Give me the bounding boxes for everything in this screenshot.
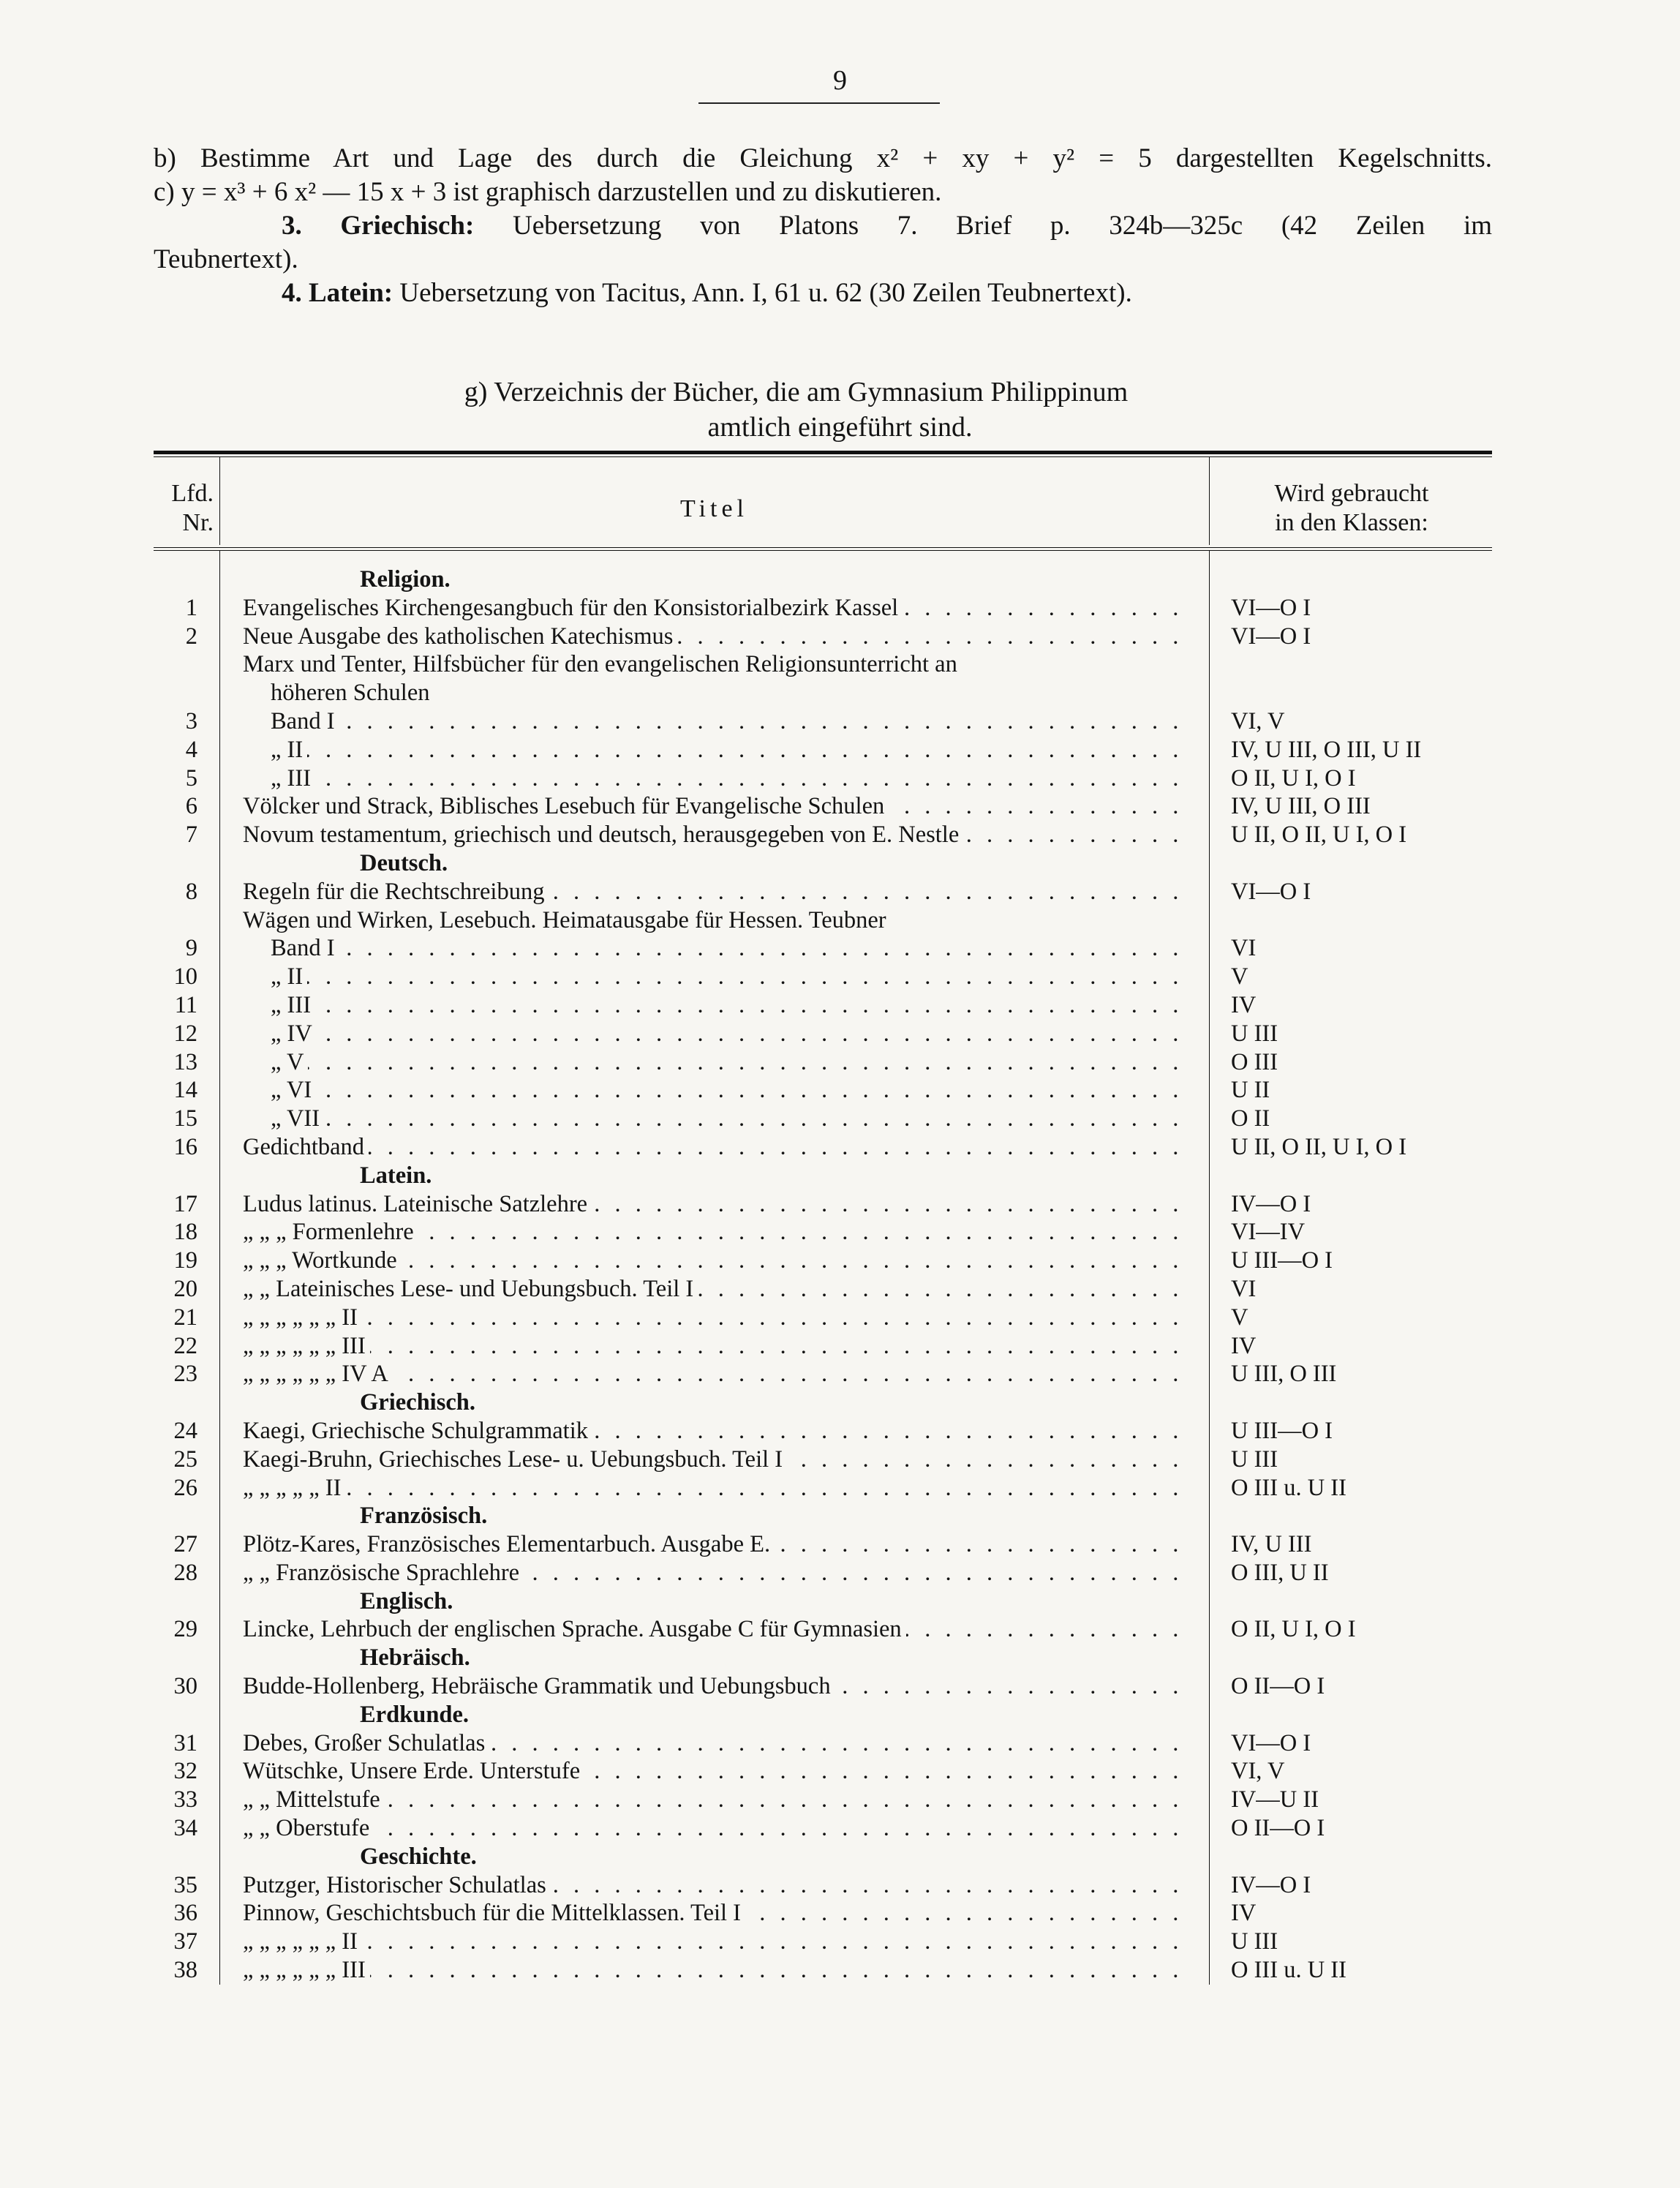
section-heading [0,375,1680,445]
book-title: Völcker und Strack, Biblisches Lesebuch für Evangelische Schulen [243,793,889,819]
item-3-continuation: Teubnertext). [154,244,298,274]
row-klassen: U III [1231,1445,1278,1473]
row-title-cell [243,1928,1186,1955]
table-row [154,707,1492,736]
book-title: Putzger, Historischer Schulatlas [243,1872,551,1898]
row-title-cell [243,1417,1186,1445]
item-3-line [154,209,1492,243]
table-row [154,1899,1492,1928]
header-bottom-rule [154,547,1492,548]
row-number: 23 [173,1361,197,1388]
row-title-cell [243,1020,1186,1048]
section-row [154,565,1492,594]
table-row [154,1672,1492,1701]
row-klassen: IV, U III [1231,1531,1312,1558]
row-klassen: O III u. U II [1231,1474,1346,1501]
row-title-cell [243,1814,1186,1842]
row-title-cell [243,1615,1186,1643]
row-klassen: VI—O I [1231,623,1311,650]
row-number: 12 [173,1020,197,1047]
row-klassen: VI [1231,935,1257,962]
table-row [154,594,1492,623]
row-klassen: V [1231,963,1248,990]
table-row [154,1814,1492,1843]
row-title-cell [243,991,1186,1019]
row-klassen: U II, O II, U I, O I [1231,1133,1407,1160]
row-number: 34 [173,1815,197,1842]
section-title: Französisch. [360,1503,491,1529]
row-number: 10 [173,963,197,990]
table-row [154,1615,1492,1644]
header-nr [154,479,214,538]
book-title: „ IV [243,1020,317,1047]
section-row [154,1162,1492,1190]
row-title-cell [243,623,1186,650]
row-title-cell [243,1956,1186,1984]
row-number: 38 [173,1957,197,1984]
book-title: Kaegi-Bruhn, Griechisches Lese- u. Uebungsbuch. Teil I [243,1446,787,1473]
row-klassen: VI, V [1231,1758,1285,1785]
header-klassen-line-1: Wird gebraucht [1274,480,1429,507]
row-number: 8 [185,878,197,905]
book-title: Ludus latinus. Lateinische Satzlehre [243,1191,592,1217]
row-title-cell [243,1388,1186,1416]
table-top-rule [154,451,1492,454]
row-klassen: IV [1231,991,1257,1018]
book-title: höheren Schulen [243,680,434,706]
row-title-cell [243,792,1186,820]
row-title-cell [243,1701,1186,1729]
row-klassen: IV—O I [1231,1190,1311,1217]
row-title-cell [243,1133,1186,1161]
book-title: Budde-Hollenberg, Hebräische Grammatik und Uebungsbuch [243,1673,835,1699]
task-c-line: c) y = x³ + 6 x² — 15 x + 3 ist graphisch darzustellen und zu diskutieren. [154,177,942,207]
section-title: Hebräisch. [360,1644,475,1671]
book-title: Lincke, Lehrbuch der englischen Sprache. Ausgabe C für Gymnasien [243,1616,906,1642]
book-title: Band I [243,708,339,734]
row-title-cell [243,1729,1186,1757]
book-title: „ „ „ „ „ „ II [243,1928,362,1955]
row-title-cell [243,1644,1186,1672]
row-number: 25 [173,1445,197,1473]
table-row [154,1076,1492,1105]
row-klassen: O III [1231,1048,1278,1075]
table-row [154,792,1492,821]
row-klassen: U II, O II, U I, O I [1231,822,1407,849]
row-title-cell [243,764,1186,792]
row-title-cell [243,934,1186,962]
row-klassen: VI [1231,1275,1257,1302]
book-title: „ II [243,963,307,990]
row-title-cell [243,1474,1186,1502]
row-klassen: O III, U II [1231,1559,1329,1586]
book-title: „ VI [243,1077,316,1103]
row-number: 32 [173,1758,197,1785]
row-title-cell [243,849,1186,877]
row-number: 9 [185,935,197,962]
header-klassen [1209,479,1494,538]
row-number: 20 [173,1275,197,1302]
row-title-cell [243,1275,1186,1303]
section-title: Religion. [360,566,455,593]
table-row [154,623,1492,651]
book-title: „ „ Oberstufe [243,1815,374,1841]
table-row [154,1020,1492,1048]
book-title: „ „ Französische Sprachlehre [243,1560,524,1586]
row-title-cell [243,1162,1186,1189]
row-number: 30 [173,1673,197,1700]
table-row [154,1729,1492,1758]
section-row [154,1644,1492,1672]
book-title: „ „ „ „ „ „ II [243,1304,362,1331]
header-title: Titel [679,495,748,522]
row-title-cell [243,1076,1186,1104]
row-klassen: IV, U III, O III, U II [1231,736,1422,763]
book-title: Band I [243,935,339,961]
section-title: Griechisch. [360,1389,480,1416]
table-row [154,1133,1492,1162]
intro-text [154,142,1492,310]
table-row [154,650,1492,679]
row-klassen: U III—O I [1231,1247,1333,1274]
row-title-cell [243,1445,1186,1473]
row-number: 6 [185,793,197,820]
item-4-label: 4. Latein: [282,278,393,308]
table-row [154,1048,1492,1077]
section-title: Latein. [360,1162,436,1189]
row-title-cell [243,1190,1186,1218]
table-row [154,1218,1492,1247]
book-title: „ „ „ „ „ „ III [243,1957,370,1983]
table-row [154,878,1492,906]
table-row [154,1247,1492,1275]
book-title: Regeln für die Rechtschreibung [243,879,549,905]
row-number: 24 [173,1417,197,1444]
section-row [154,1502,1492,1530]
row-klassen: U III, O III [1231,1361,1337,1388]
table-row [154,1530,1492,1559]
row-klassen: V [1231,1304,1248,1331]
book-title: Wägen und Wirken, Lesebuch. Heimatausgabe für Hessen. Teubner [243,907,891,933]
row-number: 17 [173,1190,197,1217]
book-title: Plötz-Kares, Französisches Elementarbuch. Ausgabe E. [243,1531,775,1557]
row-number: 4 [185,736,197,763]
row-klassen: O II—O I [1231,1815,1325,1842]
table-row [154,1871,1492,1900]
book-title: Debes, Großer Schulatlas [243,1730,489,1756]
row-klassen: U III [1231,1020,1278,1047]
row-klassen: O II [1231,1105,1270,1132]
task-b-line: b) Bestimme Art und Lage des durch die Gleichung x² + xy + y² = 5 dargestellten Kegelschnitts. [154,143,1492,173]
row-title-cell [243,1530,1186,1558]
row-title-cell [243,1502,1186,1530]
table-row [154,1275,1492,1304]
row-number: 31 [173,1729,197,1756]
heading-line-2: amtlich eingeführt sind. [707,412,973,443]
row-number: 26 [173,1474,197,1501]
row-klassen: U III—O I [1231,1417,1333,1444]
row-number: 16 [173,1133,197,1160]
section-row [154,1701,1492,1729]
table-row [154,1445,1492,1474]
table-row [154,821,1492,849]
book-title: „ III [243,992,315,1018]
item-3-text: Uebersetzung von Platons 7. Brief p. 324b—325c (42 Zeilen im [512,211,1493,241]
row-title-cell [243,1899,1186,1927]
table-row [154,1928,1492,1956]
section-title: Erdkunde. [360,1702,473,1728]
row-klassen: VI—IV [1231,1219,1306,1246]
row-title-cell [243,1332,1186,1360]
table-row [154,1304,1492,1332]
row-number: 3 [185,707,197,734]
book-title: Kaegi, Griechische Schulgrammatik [243,1418,592,1444]
row-number: 22 [173,1332,197,1359]
row-title-cell [243,1587,1186,1615]
table-row [154,1474,1492,1503]
row-number: 28 [173,1559,197,1586]
table-row [154,1332,1492,1361]
book-title: „ „ Mittelstufe [243,1786,385,1813]
row-klassen: U II [1231,1077,1270,1104]
header-nr-line-2: Nr. [182,509,214,536]
table-row [154,1786,1492,1814]
table-row [154,736,1492,764]
header-nr-line-1: Lfd. [171,480,214,507]
book-title: „ „ Lateinisches Lese- und Uebungsbuch. Teil I [243,1276,698,1302]
item-3-label: 3. Griechisch: [282,211,475,241]
table-header [154,457,1492,545]
row-title-cell [243,707,1186,735]
header-klassen-line-2: in den Klassen: [1275,509,1428,536]
row-klassen: VI, V [1231,707,1285,734]
row-number: 11 [174,991,197,1018]
row-title-cell [243,1218,1186,1246]
row-title-cell [243,906,1186,934]
row-klassen: VI—O I [1231,594,1311,621]
row-klassen: U III [1231,1928,1278,1955]
row-title-cell [243,594,1186,622]
table-row [154,1559,1492,1587]
row-title-cell [243,963,1186,990]
row-title-cell [243,1786,1186,1813]
table-row [154,1105,1492,1133]
row-number: 37 [173,1928,197,1955]
table-row [154,1956,1492,1985]
row-number: 27 [173,1531,197,1558]
row-klassen: IV, U III, O III [1231,793,1371,820]
table-row [154,963,1492,991]
row-klassen: O II—O I [1231,1673,1325,1700]
book-title: „ „ „ Wortkunde [243,1247,402,1274]
row-title-cell [243,1871,1186,1899]
row-title-cell [243,1672,1186,1700]
table-body [154,551,1492,1985]
heading-line-1: g) Verzeichnis der Bücher, die am Gymnasium Philippinum [464,377,1129,407]
row-title-cell [243,1843,1186,1871]
row-title-cell [243,1304,1186,1331]
row-number: 2 [185,623,197,650]
row-title-cell [243,736,1186,764]
row-title-cell [243,1048,1186,1076]
book-title: „ „ „ „ „ „ IV A [243,1361,393,1387]
table-row [154,1190,1492,1219]
row-klassen: O II, U I, O I [1231,1616,1356,1643]
row-number: 7 [185,822,197,849]
row-title-cell [243,565,1186,593]
section-row [154,1388,1492,1417]
row-klassen: O II, U I, O I [1231,764,1356,792]
row-title-cell [243,878,1186,906]
table-row [154,679,1492,707]
row-klassen: O III u. U II [1231,1957,1346,1984]
section-title: Deutsch. [360,850,452,876]
book-title: Marx und Tenter, Hilfsbücher für den evangelischen Religionsunterricht an [243,651,962,677]
book-title: „ V [243,1049,308,1075]
row-number: 5 [185,764,197,792]
book-title: „ III [243,765,315,792]
book-title: Novum testamentum, griechisch und deutsch, herausgegeben von E. Nestle [243,822,963,848]
item-4-text: Uebersetzung von Tacitus, Ann. I, 61 u. 62 (30 Zeilen Teubnertext). [399,278,1132,308]
book-title: „ „ „ „ „ II [243,1475,345,1501]
book-title: Wütschke, Unsere Erde. Unterstufe [243,1758,584,1784]
table-row [154,991,1492,1020]
row-number: 21 [173,1304,197,1331]
section-row [154,1587,1492,1616]
book-title: Evangelisches Kirchengesangbuch für den Konsistorialbezirk Kassel [243,595,903,621]
book-title: Pinnow, Geschichtsbuch für die Mittelklassen. Teil I [243,1900,745,1926]
row-number: 19 [173,1247,197,1274]
section-row [154,1843,1492,1871]
section-title: Englisch. [360,1588,457,1614]
table-row [154,1360,1492,1388]
book-table [154,451,1492,1985]
row-title-cell [243,679,1186,707]
page-number: 9 [833,65,847,96]
row-number: 13 [173,1048,197,1075]
page-number-rule [698,102,940,104]
table-row [154,1757,1492,1786]
row-number: 18 [173,1219,197,1246]
book-title: Gedichtband [243,1134,369,1160]
row-number: 36 [173,1900,197,1927]
row-klassen: IV [1231,1332,1257,1359]
row-klassen: IV—U II [1231,1786,1319,1813]
book-title: „ VII [243,1105,324,1132]
table-row [154,764,1492,793]
table-row [154,1417,1492,1445]
row-title-cell [243,1559,1186,1587]
section-row [154,849,1492,878]
row-klassen: VI—O I [1231,878,1311,905]
row-title-cell [243,1247,1186,1274]
row-number: 1 [185,594,197,621]
row-title-cell [243,1757,1186,1785]
row-title-cell [243,821,1186,849]
row-number: 15 [173,1105,197,1132]
table-row [154,906,1492,935]
row-number: 35 [173,1871,197,1898]
row-number: 29 [173,1616,197,1643]
book-title: „ II [243,737,307,763]
section-title: Geschichte. [360,1843,481,1870]
row-title-cell [243,1360,1186,1388]
book-title: „ „ „ Formenlehre [243,1219,418,1245]
row-title-cell [243,1105,1186,1132]
row-klassen: VI—O I [1231,1729,1311,1756]
row-number: 33 [173,1786,197,1813]
row-klassen: IV [1231,1900,1257,1927]
item-4-line [154,277,1492,310]
row-number: 14 [173,1077,197,1104]
row-klassen: IV—O I [1231,1871,1311,1898]
book-title: Neue Ausgabe des katholischen Katechismus [243,623,677,650]
book-title: „ „ „ „ „ „ III [243,1333,370,1359]
row-title-cell [243,650,1186,678]
table-row [154,934,1492,963]
